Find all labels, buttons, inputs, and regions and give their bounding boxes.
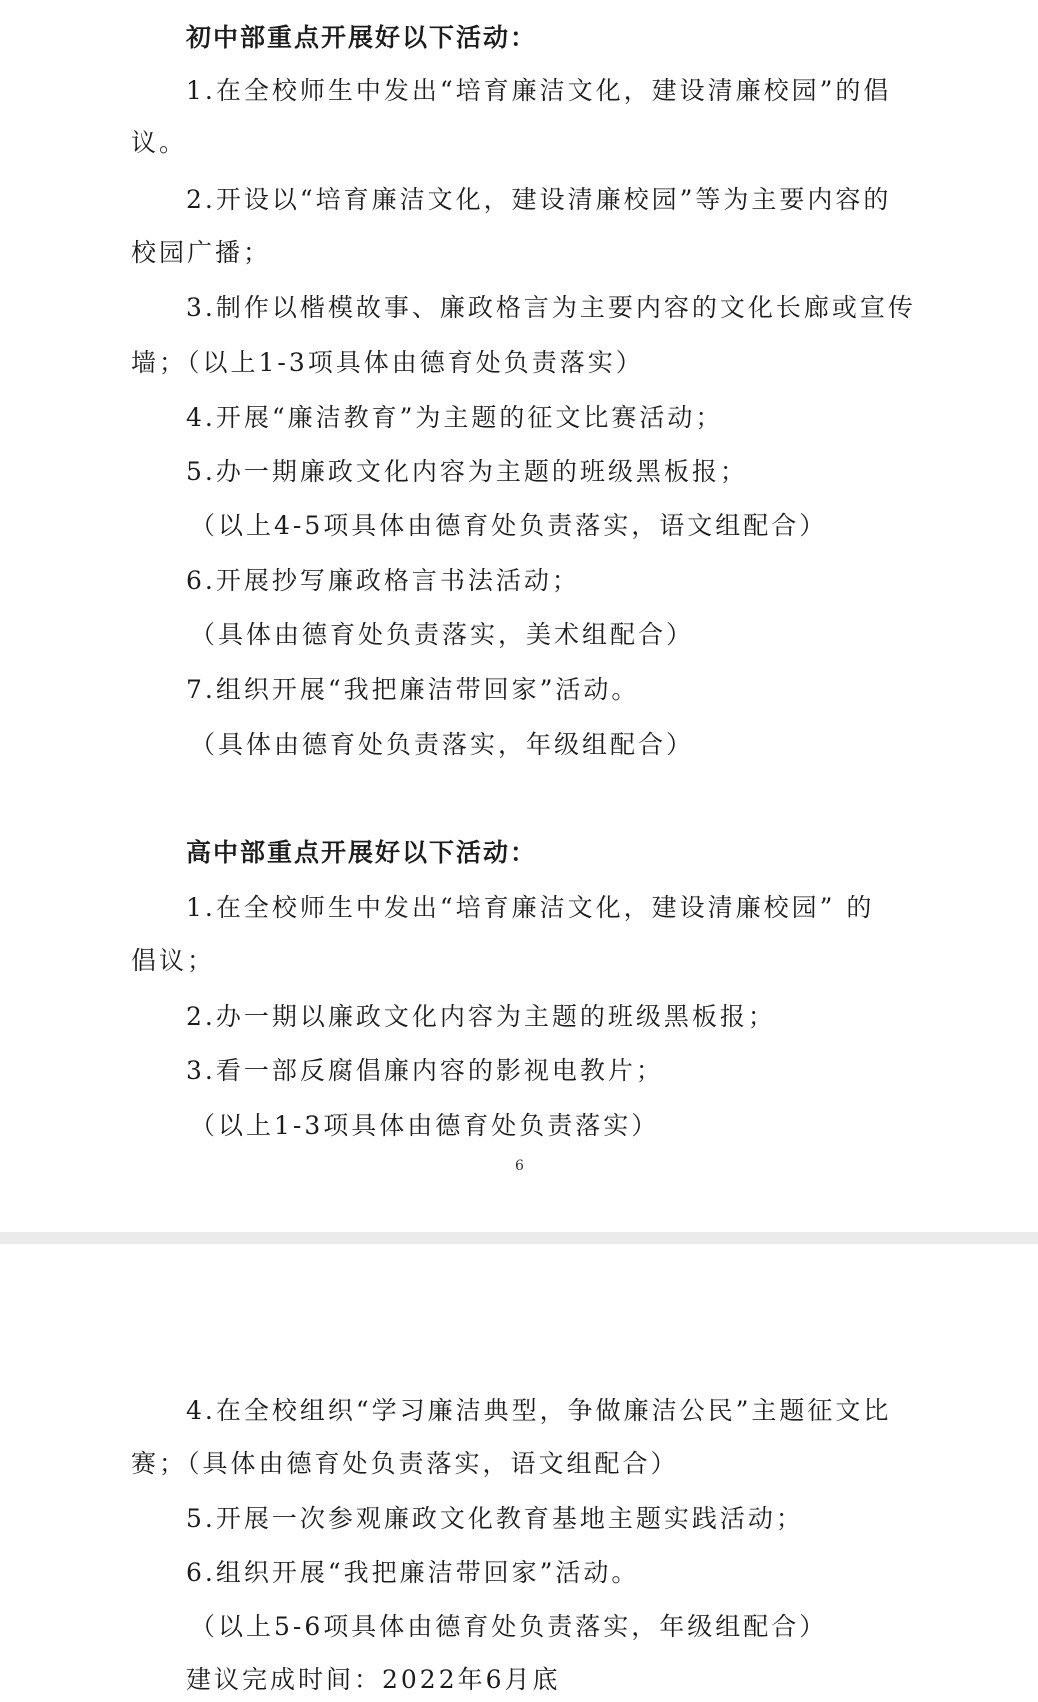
junior-note-6: （具体由德育处负责落实，美术组配合） [190,620,695,649]
junior-item-2-line-1: 2.开设以“培育廉洁文化，建设清廉校园”等为主要内容的 [186,185,892,214]
junior-item-5: 5.办一期廉政文化内容为主题的班级黑板报； [186,457,748,486]
junior-note-7: （具体由德育处负责落实，年级组配合） [190,730,695,759]
senior-section-heading: 高中部重点开展好以下活动： [186,838,538,867]
page-number: 6 [515,1158,524,1174]
senior-item-3: 3.看一部反腐倡廉内容的影视电教片； [186,1056,664,1085]
page-separator [0,1232,1038,1244]
junior-item-3-line-1: 3.制作以楷模故事、廉政格言为主要内容的文化长廊或宣传 [186,293,916,322]
junior-item-1-line-2: 议。 [131,128,188,157]
junior-item-6: 6.开展抄写廉政格言书法活动； [186,566,580,595]
senior-note-5-6: （以上5-6项具体由德育处负责落实，年级组配合） [190,1612,828,1641]
junior-item-7: 7.组织开展“我把廉洁带回家”活动。 [186,675,640,704]
junior-item-2-line-2: 校园广播； [131,238,272,267]
senior-item-6: 6.组织开展“我把廉洁带回家”活动。 [186,1558,640,1587]
junior-item-4: 4.开展“廉洁教育”为主题的征文比赛活动； [186,403,724,432]
senior-item-4-line-1: 4.在全校组织“学习廉洁典型，争做廉洁公民”主题征文比 [186,1396,892,1425]
junior-item-1-line-1: 1.在全校师生中发出“培育廉洁文化，建设清廉校园”的倡 [186,76,892,105]
senior-item-1-line-2: 倡议； [131,946,216,975]
junior-item-3-line-2: 墙；（以上1-3项具体由德育处负责落实） [131,348,644,377]
senior-item-4-line-2: 赛；（具体由德育处负责落实，语文组配合） [131,1449,679,1478]
junior-section-heading: 初中部重点开展好以下活动： [186,23,538,52]
junior-note-4-5: （以上4-5项具体由德育处负责落实，语文组配合） [190,511,828,540]
completion-date: 建议完成时间：2022年6月底 [186,1665,561,1694]
senior-item-5: 5.开展一次参观廉政文化教育基地主题实践活动； [186,1504,804,1533]
senior-note-1-3: （以上1-3项具体由德育处负责落实） [190,1111,660,1140]
senior-item-2: 2.办一期以廉政文化内容为主题的班级黑板报； [186,1002,776,1031]
document-page-2 [0,1244,1038,1702]
senior-item-1-line-1: 1.在全校师生中发出“培育廉洁文化，建设清廉校园” 的 [186,893,875,922]
